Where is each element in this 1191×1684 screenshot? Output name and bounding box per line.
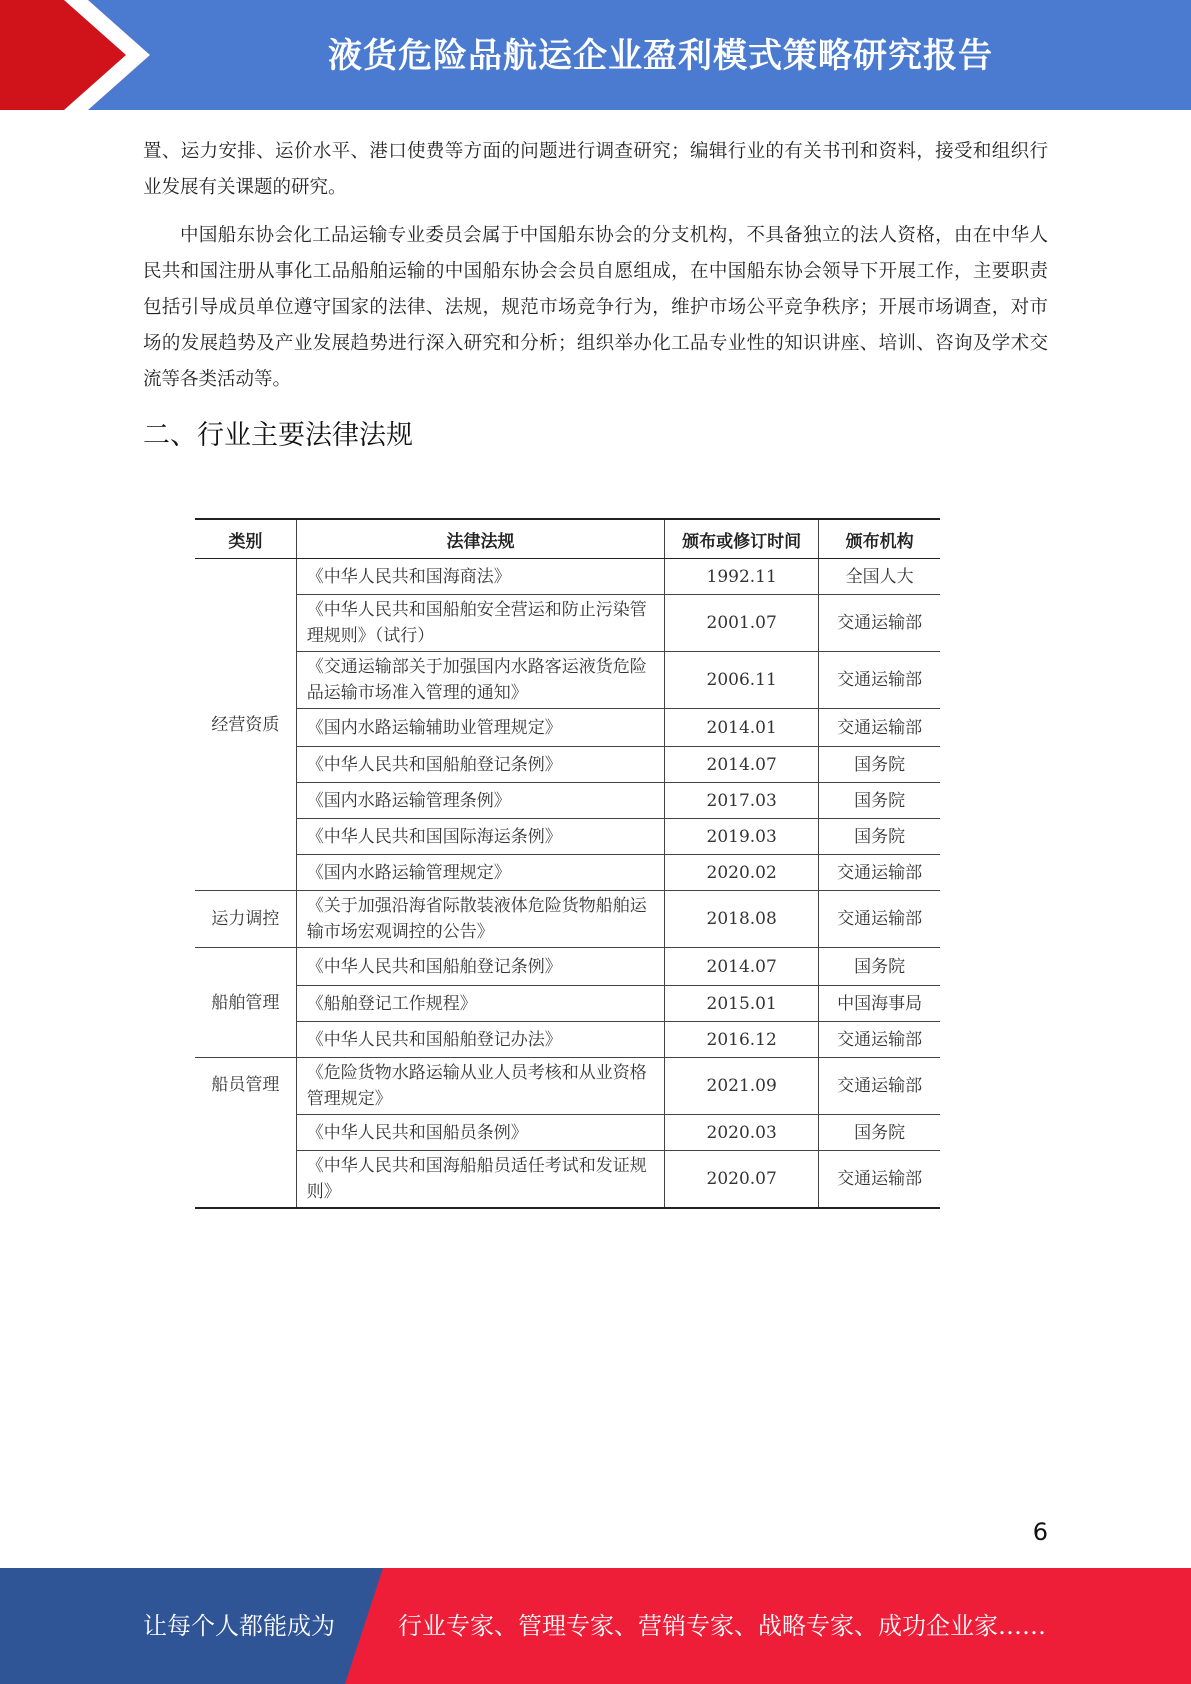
date-cell: 2006.11 xyxy=(665,652,819,709)
law-cell: 《船舶登记工作规程》 xyxy=(296,986,664,1022)
header-agency: 颁布机构 xyxy=(819,519,940,559)
page-footer xyxy=(0,1568,1191,1684)
table-row xyxy=(195,948,940,986)
agency-cell: 交通运输部 xyxy=(819,709,940,747)
table-row xyxy=(195,747,940,783)
table-row xyxy=(195,595,940,652)
date-cell: 2017.03 xyxy=(665,783,819,819)
body-paragraph-1: 置、运力安排、运价水平、港口使费等方面的问题进行调查研究；编辑行业的有关书刊和资料，接受和组织行业发展有关课题的研究。 xyxy=(143,141,1048,198)
law-cell: 《中华人民共和国船舶登记条例》 xyxy=(296,948,664,986)
footer-slogan-right: 行业专家、管理专家、营销专家、战略专家、成功企业家…… xyxy=(398,1612,1046,1640)
agency-cell: 交通运输部 xyxy=(819,652,940,709)
report-title: 液货危险品航运企业盈利模式策略研究报告 xyxy=(328,36,993,76)
date-cell: 2014.07 xyxy=(665,948,819,986)
law-cell: 《中华人民共和国船舶安全营运和防止污染管理规则》（试行） xyxy=(296,595,664,652)
table-row xyxy=(195,1115,940,1151)
agency-cell: 交通运输部 xyxy=(819,855,940,891)
date-cell: 2020.02 xyxy=(665,855,819,891)
table-header-row xyxy=(195,519,940,559)
law-cell: 《国内水路运输管理条例》 xyxy=(296,783,664,819)
laws-table xyxy=(195,518,940,1209)
law-cell: 《关于加强沿海省际散装液体危险货物船舶运输市场宏观调控的公告》 xyxy=(296,891,664,948)
law-cell: 《交通运输部关于加强国内水路客运液货危险品运输市场准入管理的通知》 xyxy=(296,652,664,709)
body-paragraph-2: 中国船东协会化工品运输专业委员会属于中国船东协会的分支机构，不具备独立的法人资格，由在中华人民共和国注册从事化工品船舶运输的中国船东协会会员自愿组成，在中国船东协会领导下开展工作，主要职责包括引导成员单位遵守国家的法律、法规，规范市场竞争行为，维护市场公平竞争秩序；开展市场调查，对市场的发展趋势及产业发展趋势进行深入研究和分析；组织举办化工品专业性的知识讲座、培训、咨询及学术交流等各类活动等。 xyxy=(143,225,1048,390)
date-cell: 2001.07 xyxy=(665,595,819,652)
date-cell: 1992.11 xyxy=(665,559,819,595)
date-cell: 2020.03 xyxy=(665,1115,819,1151)
footer-slogan-left: 让每个人都能成为 xyxy=(143,1612,335,1640)
table-row xyxy=(195,783,940,819)
agency-cell: 中国海事局 xyxy=(819,986,940,1022)
table-row xyxy=(195,559,940,595)
agency-cell: 国务院 xyxy=(819,747,940,783)
agency-cell: 交通运输部 xyxy=(819,1151,940,1209)
header-law: 法律法规 xyxy=(296,519,664,559)
agency-cell: 交通运输部 xyxy=(819,595,940,652)
date-cell: 2020.07 xyxy=(665,1151,819,1209)
agency-cell: 国务院 xyxy=(819,819,940,855)
category-cell: 船舶管理 xyxy=(195,948,296,1058)
category-cell: 经营资质 xyxy=(195,559,296,891)
agency-cell: 交通运输部 xyxy=(819,1058,940,1115)
page-number: 6 xyxy=(1032,1518,1048,1546)
table-row xyxy=(195,1058,940,1115)
date-cell: 2014.01 xyxy=(665,709,819,747)
law-cell: 《中华人民共和国船员条例》 xyxy=(296,1115,664,1151)
section-heading: 二、行业主要法律法规 xyxy=(143,420,413,451)
agency-cell: 国务院 xyxy=(819,1115,940,1151)
date-cell: 2015.01 xyxy=(665,986,819,1022)
header-category: 类别 xyxy=(195,519,296,559)
agency-cell: 全国人大 xyxy=(819,559,940,595)
table-row xyxy=(195,891,940,948)
table-row xyxy=(195,1151,940,1209)
date-cell: 2019.03 xyxy=(665,819,819,855)
agency-cell: 交通运输部 xyxy=(819,891,940,948)
law-cell: 《危险货物水路运输从业人员考核和从业资格管理规定》 xyxy=(296,1058,664,1115)
date-cell: 2018.08 xyxy=(665,891,819,948)
date-cell: 2016.12 xyxy=(665,1022,819,1058)
agency-cell: 交通运输部 xyxy=(819,1022,940,1058)
law-cell: 《中华人民共和国海船船员适任考试和发证规则》 xyxy=(296,1151,664,1209)
table-row xyxy=(195,1022,940,1058)
category-cell: 船员管理 xyxy=(195,1058,296,1209)
law-cell: 《国内水路运输辅助业管理规定》 xyxy=(296,709,664,747)
law-cell: 《中华人民共和国船舶登记办法》 xyxy=(296,1022,664,1058)
law-cell: 《中华人民共和国国际海运条例》 xyxy=(296,819,664,855)
date-cell: 2021.09 xyxy=(665,1058,819,1115)
date-cell: 2014.07 xyxy=(665,747,819,783)
agency-cell: 国务院 xyxy=(819,948,940,986)
table-row xyxy=(195,709,940,747)
page-header xyxy=(0,0,1191,110)
law-cell: 《国内水路运输管理规定》 xyxy=(296,855,664,891)
table-row xyxy=(195,855,940,891)
category-cell: 运力调控 xyxy=(195,891,296,948)
law-cell: 《中华人民共和国船舶登记条例》 xyxy=(296,747,664,783)
table-row xyxy=(195,819,940,855)
header-date: 颁布或修订时间 xyxy=(665,519,819,559)
agency-cell: 国务院 xyxy=(819,783,940,819)
law-cell: 《中华人民共和国海商法》 xyxy=(296,559,664,595)
table-row xyxy=(195,652,940,709)
table-row xyxy=(195,986,940,1022)
main-content xyxy=(143,134,1048,456)
